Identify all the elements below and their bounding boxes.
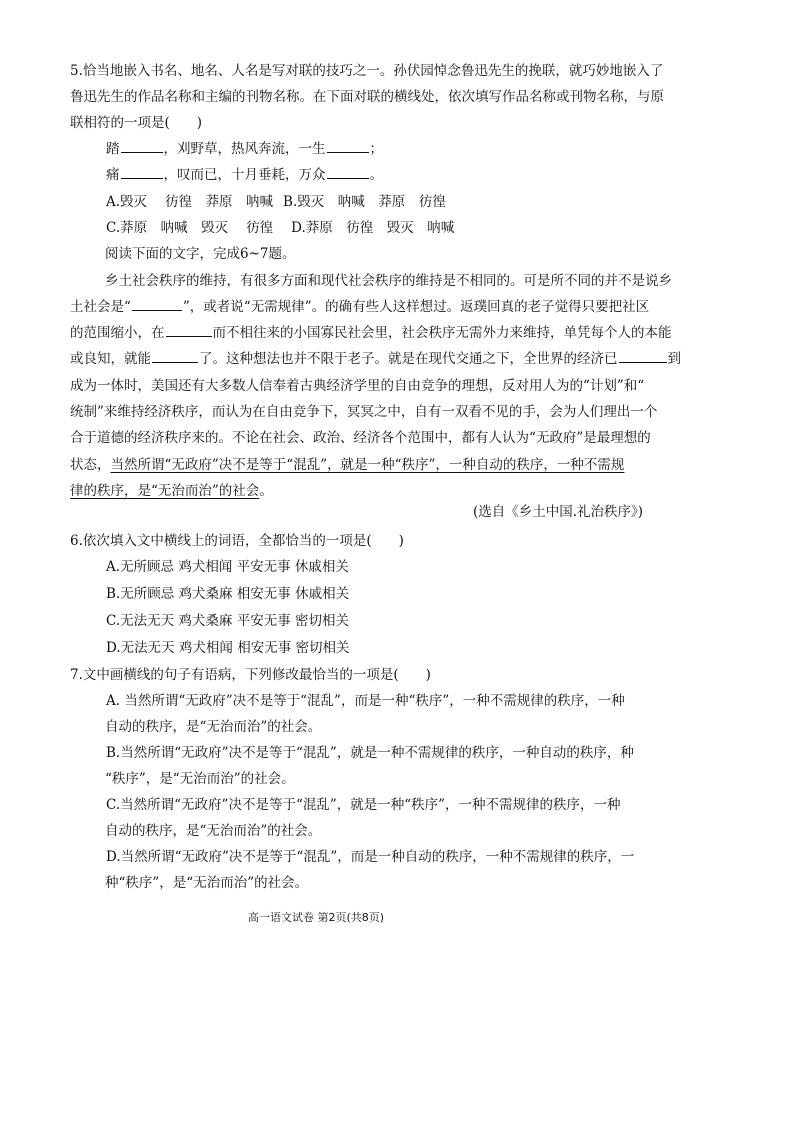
passage-line8 [70,455,624,475]
q5-options-cd [106,218,454,238]
q7-option-a-line1: A. 当然所谓“无政府”决不是等于“混乱”，而是一种“秩序”，一种不需规律的秩序，一种 [106,693,625,709]
passage-line6: 统制”来维持经济秩序，而认为在自由竞争下，冥冥之中，自有一双看不见的手，会为人们理出一个 [70,404,658,420]
q6-option-c: C.无法无天 鸡犬桑麻 平安无事 密切相关 [106,613,350,629]
couplet1-blank-2 [327,139,369,153]
passage-line2-a: 土社会是“ [70,299,131,315]
passage-line2-b: ”，或者说“无需规律”。的确有些人这样想过。返璞回真的老子觉得只要把社区 [182,299,650,315]
q5-stem-line2: 鲁迅先生的作品名称和主编的刊物名称。在下面对联的横线处，依次填写作品名称或刊物名称，与原 [70,89,664,105]
couplet2-blank-2 [327,165,369,179]
passage-blank-3 [152,349,198,363]
q7-option-c-line2: 自动的秩序，是“无治而治”的社会。 [105,823,322,839]
q7-option-d-line1: D.当然所谓“无政府”决不是等于“混乱”，而是一种自动的秩序，一种不需规律的秩序，一 [106,849,635,865]
q7-option-b-line1: B.当然所谓“无政府”决不是等于“混乱”，就是一种不需规律的秩序，一种自动的秩序，种 [106,745,634,761]
passage-underlined-sentence-part2: 律的秩序，是“无治而治”的社会 [70,483,260,499]
passage-line3-b: 而不相往来的小国寡民社会里，社会秩序无需外力来维持，单凭每个人的本能 [212,325,672,341]
passage-line8-a: 状态， [70,457,111,473]
q5-option-a-label: A.毁灭 [106,194,148,210]
q6-option-b: B.无所顾忌 鸡犬桑麻 相安无事 休戚相关 [106,586,350,602]
passage-line4-b: 了。这种想法也并不限于老子。就是在现代交通之下，全世界的经济已 [199,351,618,367]
passage-blank-1 [132,297,182,311]
passage-line3 [70,323,672,343]
q7-option-b-line2: “秩序”，是“无治而治”的社会。 [105,771,295,787]
couplet1-text-c: ； [369,141,383,157]
passage-blank-4 [619,349,667,363]
couplet1-blank-1 [121,139,163,153]
passage-source: (选自《乡土中国.礼治秩序》) [473,504,644,520]
passage-blank-2 [166,323,212,337]
q7-stem: 7.文中画横线的句子有语病，下列修改最恰当的一项是( ) [70,667,431,683]
q5-stem-line1: 5.恰当地嵌入书名、地名、人名是写对联的技巧之一。孙伏园悼念鲁迅先生的挽联，就巧妙地嵌入了 [70,63,664,79]
q5-option-b: B.毁灭 呐喊 莽原 彷徨 [283,194,446,210]
q5-option-a-rest: 彷徨 莽原 呐喊 [165,194,274,210]
couplet2-text-c: 。 [369,167,383,183]
passage-line4 [70,349,681,369]
q5-options-ab [106,192,446,212]
q7-option-c-line1: C.当然所谓“无政府”决不是等于“混乱”，就是一种“秩序”，一种不需规律的秩序，一种 [106,797,621,813]
passage-line9-end: 。 [259,483,273,499]
q5-couplet-line2 [106,165,383,185]
passage-line2 [70,297,649,317]
couplet2-blank-1 [121,165,163,179]
passage-line3-a: 的范围缩小，在 [70,325,165,341]
q6-option-d: D.无法无天 鸡犬相闻 相安无事 密切相关 [106,640,350,656]
q5-stem-line3: 联相符的一项是( ) [70,115,203,131]
passage-line4-a: 或良知，就能 [70,351,151,367]
passage-line4-c: 到 [667,351,681,367]
q5-option-c-label: C.莽原 呐喊 毁灭 [106,220,229,236]
passage-underlined-sentence-part1: 当然所谓“无政府”决不是等于“混乱”，就是一种“秩序”，一种自动的秩序，一种不需规 [110,457,625,473]
passage-line5: 成为一体时，美国还有大多数人信奉着古典经济学里的自由竞争的理想，反对用人为的“计划”和“ [70,378,645,394]
q5-option-c-rest: 彷徨 [246,220,274,236]
q5-couplet-line1 [106,139,383,159]
q6-option-a: A.无所顾忌 鸡犬相闻 平安无事 休戚相关 [106,559,349,575]
passage-line7: 合于道德的经济秩序来的。不论在社会、政治、经济各个范围中，都有人认为“无政府”是最理想的 [70,430,651,446]
couplet2-text-a: 痛 [106,167,120,183]
couplet1-text-b: ，刈野草，热风奔流，一生 [163,141,326,157]
q7-option-d-line2: 种“秩序”，是“无治而治”的社会。 [105,875,309,891]
q7-option-a-line2: 自动的秩序，是“无治而治”的社会。 [105,719,322,735]
passage-line1: 乡土社会秩序的维持，有很多方面和现代社会秩序的维持是不相同的。可是所不同的并不是说乡 [105,273,672,289]
reading-intro: 阅读下面的文字，完成6~7题。 [105,246,296,262]
passage-line9 [70,481,273,501]
couplet1-text-a: 踏 [106,141,120,157]
page-footer: 高一语文试卷 第2页(共8页) [248,911,385,924]
q6-stem: 6.依次填入文中横线上的词语，全都恰当的一项是( ) [70,533,404,549]
couplet2-text-b: ，叹而已，十月垂耗，万众 [163,167,326,183]
q5-option-d: D.莽原 彷徨 毁灭 呐喊 [291,220,455,236]
